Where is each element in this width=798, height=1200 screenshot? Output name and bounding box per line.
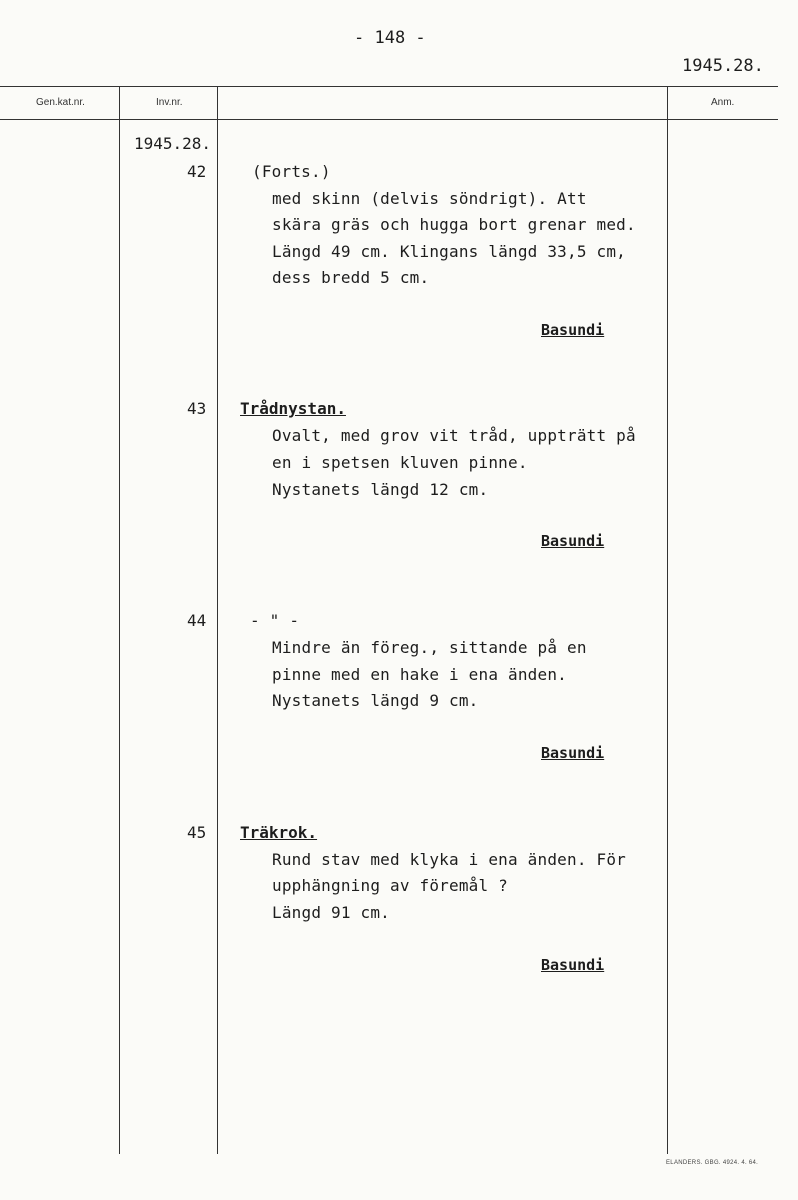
entry-text-line: Rund stav med klyka i ena änden. För <box>272 850 626 869</box>
inventory-group-number: 1945.28. <box>134 134 212 153</box>
entry-text-line: Ovalt, med grov vit tråd, uppträtt på <box>272 426 636 445</box>
entry-title: Träkrok. <box>240 823 318 842</box>
entry-source: Basundi <box>541 321 605 339</box>
entry-text-line: upphängning av föremål ? <box>272 876 508 895</box>
entry-text-line: skära gräs och hugga bort grenar med. <box>272 215 636 234</box>
printer-imprint: ELANDERS. GBG. 4924. 4. 64. <box>666 1160 759 1166</box>
entry-number: 42 <box>187 162 207 181</box>
entry-text-line: pinne med en hake i ena änden. <box>272 665 567 684</box>
entry-title: - " - <box>250 611 300 630</box>
entry-text-line: dess bredd 5 cm. <box>272 268 430 287</box>
catalog-header-number: 1945.28. <box>682 56 764 76</box>
column-divider-text-anm <box>667 86 668 1154</box>
entry-number: 43 <box>187 399 207 418</box>
entry-text-line: Längd 49 cm. Klingans längd 33,5 cm, <box>272 242 626 261</box>
header-rule-top <box>0 86 778 87</box>
column-divider-inv-text <box>217 86 218 1154</box>
entry-title: Trådnystan. <box>240 399 346 418</box>
entry-title: (Forts.) <box>252 162 331 181</box>
entry-text-line: Längd 91 cm. <box>272 903 390 922</box>
entry-text-line: Nystanets längd 12 cm. <box>272 480 489 499</box>
entry-text-line: Nystanets längd 9 cm. <box>272 691 479 710</box>
entry-source: Basundi <box>541 532 605 550</box>
column-divider-gen-inv <box>119 86 120 1154</box>
entry-text-line: Mindre än föreg., sittande på en <box>272 638 587 657</box>
entry-number: 45 <box>187 823 207 842</box>
column-header-gen-kat-nr: Gen.kat.nr. <box>36 97 85 108</box>
page-number: - 148 - <box>354 28 426 48</box>
entry-text-line: med skinn (delvis söndrigt). Att <box>272 189 587 208</box>
header-rule-bottom <box>0 119 778 120</box>
entry-source: Basundi <box>541 956 605 974</box>
column-header-inv-nr: Inv.nr. <box>156 97 183 108</box>
entry-text-line: en i spetsen kluven pinne. <box>272 453 528 472</box>
entry-number: 44 <box>187 611 207 630</box>
column-header-anm: Anm. <box>711 97 735 108</box>
entry-source: Basundi <box>541 744 605 762</box>
